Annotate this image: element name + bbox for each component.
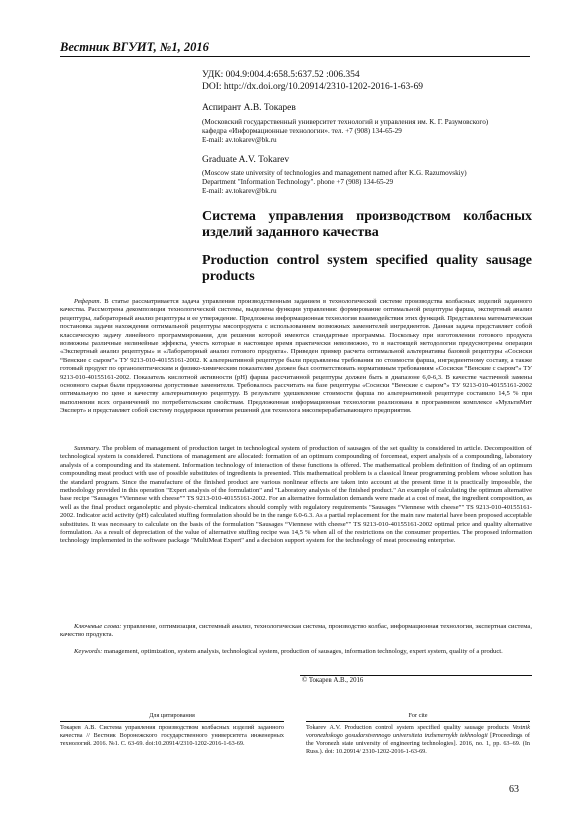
- doi-link[interactable]: DOI: http://dx.doi.org/10.20914/2310-1202-2016-1-63-69: [202, 82, 423, 92]
- abstract-en: [60, 445, 532, 546]
- keywords-ru: [60, 623, 532, 640]
- citation-en-rule: [306, 721, 530, 722]
- citation-en-journal: Vestnik voronezhskogo gosudarstvennogo universiteta inzhenernykh tekhnologii: [306, 724, 530, 739]
- title-en: Production control system specified quality sausage products: [202, 253, 532, 284]
- author-en-department: Department "Information Technology". phone +7 (908) 134-65-29: [202, 178, 394, 186]
- citation-ru-rule: [60, 721, 284, 722]
- citation-en-text-c: [Proceedings of the Voronezh state university of engineering technologies]. 2016, no. 1, pp. 63–69. (In Russ.). doi: 10.20914/ 2310-1202-2016-1-63-69.: [306, 732, 530, 755]
- abstract-en-text: The problem of management of production target in technological system of production of sausages of the set quality is considered in article. Decomposition of technological system is considered. Functions of management are allocated: formation of an optimum compounding of forcemeat, expert analysis of a compounding, laboratory analysis of a compounding and its statement. Information technology of interaction of these functions is offered. The mathematical problem definition of finding of an optimum compounding meat product with use of possible substitutes of ingredients is presented. This mathematical problem is a classical linear programming problem whose solution has the standard program. Since the manufacture of the finished product are various nonlinear effects are taken into account at the present time it is practically impossible, the methodology provided in this operation "Expert analysis of the formulation" and "Laboratory analysis of the finished product." An example of calculating the optimum alternative base recipe "Sausages “Viennese with cheese”" TS 9213-010-40155161-2002. For an alternative formulation demands were made at a cost of meat, the ingredient composition, as well as the final product organoleptic and physic-chemical indicators should comply with regulatory requirements "Sausages “Viennese with cheese”" TS 9213-010-40155161-2002. Indicator acid activity (pH) calculated stuffing formulation should be in the range 6.0-6.3. As a partial replacement for the main raw material have been proposed acceptable substitutes. It was necessary to calculate on the basis of the formulation "Sausages “Viennese with cheese”" TS 9213-010-40155161-2002 optimal price and quality alternative formulation. As a result of depreciation of the value of alternative stuffing recipe was 14,5 % when all of the restrictions on the consumer properties. The proposed information technology implemented in the software package "MultiMeat Expert" and a decision support system for the technology of meat processing enterprise.: [60, 445, 532, 545]
- header-rule: [60, 56, 530, 57]
- title-ru: Система управления производством колбасных изделий заданного качества: [202, 209, 532, 240]
- abstract-ru-text: В статье рассматривается задача управления производственным заданием в технологической системе производства колбасных изделий заданного качества. Рассмотрена декомпозиция технологической системы, выделены функции управления: формирование оптимальной рецептуры фарша, экспертный анализ рецептуры, лабораторный анализ рецептуры и ее утверждение. Предложена информационная технология взаимодействия этих функций. Представлена математическая постановка задачи нахождения оптимальной рецептуры мясопродукта с использованием возможных заменителей ингредиентов. Данная задача представляет собой классическую задачу линейного программирования, для решения которой имеются стандартные программы. Поскольку при изготовлении готового продукта возможны различные нелинейные эффекты, учесть которые в настоящее время практически невозможно, то в настоящей методологии предусмотрены операции «Экспертный анализ рецептуры» и «Лабораторный анализ готового продукта». Приведен пример расчета оптимальной альтернативы базовой рецептуры «Сосиски “Венские с сыром”» ТУ 9213-010-40155161-2002. К альтернативной рецептуре были предъявлены требования по стоимости фарша, ингредиентному составу, а также готовый продукт по органолептическим и физико-химическим показателям должен был соответствовать нормативным требованиям «Сосиски “Венские с сыром”» ТУ 9213-010-40155161-2002. Показатель кислотной активности (pH) фарша рассчитанной рецептуры должен быть в диапазоне 6,0-6,3. В качестве частичной замены основного сырья были предложены допустимые заменители. Требовалось рассчитать на базе рецептуры «Сосиски “Венские с сыром”» ТУ 9213-010-40155161-2002 оптимальную по цене и качеству альтернативную рецептуру. В результате удешевление стоимости фарша по альтернативной рецептуре составило 14,5 % при выполнении всех ограничений по потребительским свойствам. Предложенная информационная технология реализована в программном комплексе «МультиМит Эксперт» и представляет собой систему поддержки принятия решений для технолога мясоперерабатывающего предприятия.: [60, 298, 532, 415]
- keywords-en-text: management, optimization, system analysis, technological system, production of sausages, information technology, expert system, quality of a product.: [103, 648, 503, 655]
- citation-en: [306, 712, 530, 756]
- citation-ru-text: Токарев А.В. Система управления производством колбасных изделий заданного качества // Вестник Воронежского государственного университета инженерных технологий. 2016. №1. С. 63-69. doi:10.20914/2310-1202-2016-1-63-69.: [60, 724, 284, 747]
- author-en-affiliation: (Moscow state university of technologies and management named after K.G. Razumovskiy): [202, 169, 467, 177]
- keywords-ru-lead: Ключевые слова:: [74, 623, 122, 630]
- keywords-en-lead: Keywords:: [74, 648, 103, 655]
- author-en-name: Graduate A.V. Tokarev: [202, 155, 290, 165]
- author-ru-email[interactable]: E-mail: av.tokarev@bk.ru: [202, 136, 277, 144]
- abstract-ru-lead: Реферат.: [74, 298, 102, 305]
- author-en-email[interactable]: E-mail: av.tokarev@bk.ru: [202, 187, 277, 195]
- author-ru-affiliation: (Московский государственный университет технологий и управления им. К. Г. Разумовского): [202, 118, 489, 126]
- abstract-ru: [60, 298, 532, 416]
- citation-ru: [60, 712, 284, 748]
- udc-code: УДК: 004.9:004.4:658.5:637.52 :006.354: [202, 70, 360, 80]
- page-number: 63: [509, 784, 519, 795]
- author-ru-department: кафедра «Информационные технологии». тел. +7 (908) 134-65-29: [202, 127, 402, 135]
- copyright-rule: [300, 675, 532, 676]
- journal-name: Вестник ВГУИТ, №1, 2016: [60, 40, 209, 54]
- citation-en-text-a: Tokarev A.V. Production control system specified quality sausage products: [306, 724, 509, 731]
- keywords-en: [60, 648, 532, 656]
- citation-en-heading: For cite: [408, 712, 428, 719]
- citation-ru-heading: Для цитирования: [149, 712, 195, 719]
- abstract-en-lead: Summary.: [74, 445, 101, 452]
- keywords-ru-text: управление, оптимизация, системный анализ, технологическая система, производство колбас, информационная технология, экспертная система, качество продукта.: [60, 623, 533, 639]
- copyright: © Токарев А.В., 2016: [302, 677, 364, 684]
- author-ru-name: Аспирант А.В. Токарев: [202, 103, 296, 113]
